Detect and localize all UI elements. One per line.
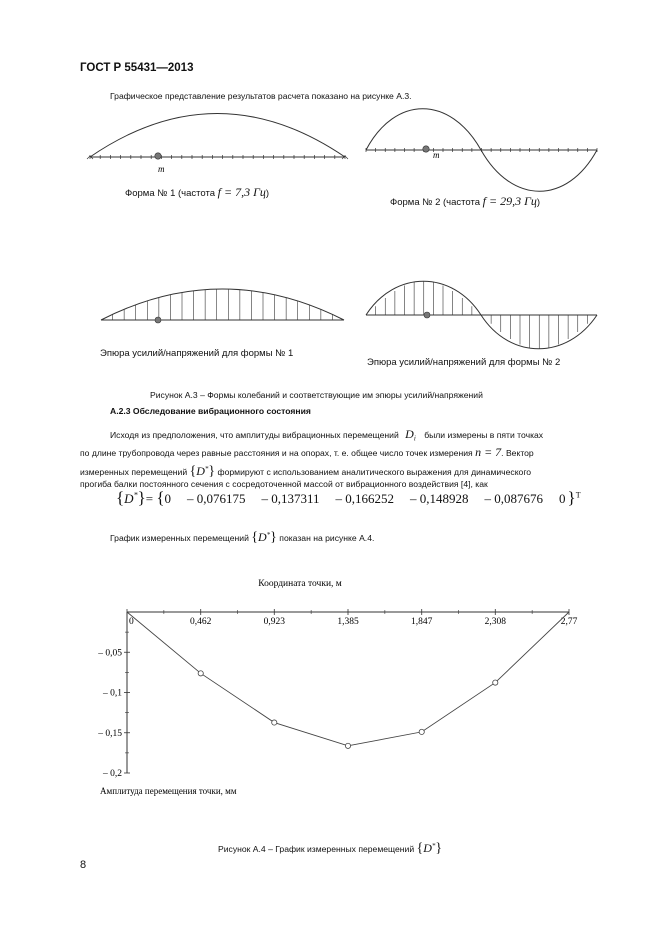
section-heading: А.2.3 Обследование вибрационного состояния xyxy=(110,406,311,416)
document-header: ГОСТ Р 55431—2013 xyxy=(80,62,194,74)
form2-label: Форма № 2 (частота f = 29,3 Гц) xyxy=(390,194,541,208)
data-point xyxy=(345,743,350,748)
x-tick-label: 2,308 xyxy=(484,617,506,627)
epure-diagram-2 xyxy=(366,281,597,349)
y-tick-label: – 0,05 xyxy=(98,648,122,659)
figure-a3-caption: Рисунок А.3 – Формы колебаний и соответствующие им эпюры усилий/напряжений xyxy=(150,390,483,400)
mass-marker xyxy=(424,312,430,318)
y-tick-label: – 0,2 xyxy=(103,769,122,779)
mass-marker xyxy=(423,146,429,152)
mass-label: m xyxy=(158,164,165,174)
epure1-label: Эпюра усилий/напряжений для формы № 1 xyxy=(100,348,294,359)
figure-a3 xyxy=(0,0,661,400)
data-point xyxy=(272,720,277,725)
y-tick-label: – 0,1 xyxy=(103,688,122,699)
epure2-label: Эпюра усилий/напряжений для формы № 2 xyxy=(367,357,561,368)
series-line xyxy=(127,612,569,746)
figure-a4-chart xyxy=(0,565,661,805)
mass-marker xyxy=(155,317,161,323)
x-tick-label: 0,923 xyxy=(263,617,285,627)
vector-values xyxy=(165,491,568,506)
x-tick-label: 0,462 xyxy=(190,617,212,627)
intro-paragraph: Графическое представление результатов расчета показано на рисунке А.3. xyxy=(110,91,412,101)
x-tick-label: 1,847 xyxy=(411,617,433,627)
paragraph-line: измеренных перемещений {D*} формируют с использованием аналитического выражения для динамического xyxy=(80,463,532,479)
y-tick-label: – 0,15 xyxy=(98,728,122,739)
data-point xyxy=(493,680,498,685)
x-tick-label: 2,77 xyxy=(560,617,578,627)
vector-component: 0 xyxy=(559,491,566,506)
series-displacement xyxy=(127,612,569,748)
epure-diagram-1 xyxy=(101,289,344,323)
paragraph-line: прогиба балки постоянного сечения с сосредоточенной массой от вибрационного воздействия [4], как xyxy=(80,479,488,489)
page-number: 8 xyxy=(80,859,87,871)
y-axis-ticks xyxy=(97,632,130,779)
form1-label: Форма № 1 (частота f = 7,3 Гц) xyxy=(125,185,270,199)
vector-component: – 0,076175 xyxy=(187,491,246,506)
chart-axes xyxy=(127,612,569,773)
vector-component: – 0,137311 xyxy=(261,491,320,506)
vector-component: – 0,148928 xyxy=(410,491,469,506)
paragraph-line: Исходя из предположения, что амплитуды вибрационных перемещений $D_i$ были измерены в пяти точках xyxy=(110,427,544,443)
vector-component: – 0,166252 xyxy=(335,491,395,506)
data-point xyxy=(419,729,424,734)
vector-component: – 0,087676 xyxy=(484,491,544,506)
y-axis-label: Амплитуда перемещения точки, мм xyxy=(100,786,237,796)
data-point xyxy=(198,671,203,676)
mode-shape-1 xyxy=(87,114,348,175)
chart-title: Координата точки, м xyxy=(258,579,342,589)
mode-shape-2 xyxy=(366,109,597,192)
x-tick-label: 1,385 xyxy=(337,617,359,627)
x-tick-label: 0 xyxy=(129,617,134,627)
mass-label: m xyxy=(433,150,440,160)
vector-equation: {D*}= {0 – 0,076175 – 0,137311 – 0,166252 – 0,148928 – 0,087676 0 }$^T$ xyxy=(116,488,581,507)
figure-a4-caption: Рисунок А.4 – График измеренных перемещений {D*} xyxy=(218,840,443,856)
paragraph-line: по длине трубопровода через равные расстояния и на опорах, т. е. общее число точек измерения n = 7. Вектор xyxy=(80,445,534,459)
graph-reference: График измеренных перемещений {D*} показан на рисунке А.4. xyxy=(110,529,375,545)
mass-marker xyxy=(155,153,161,159)
vector-component: 0 xyxy=(164,491,171,506)
